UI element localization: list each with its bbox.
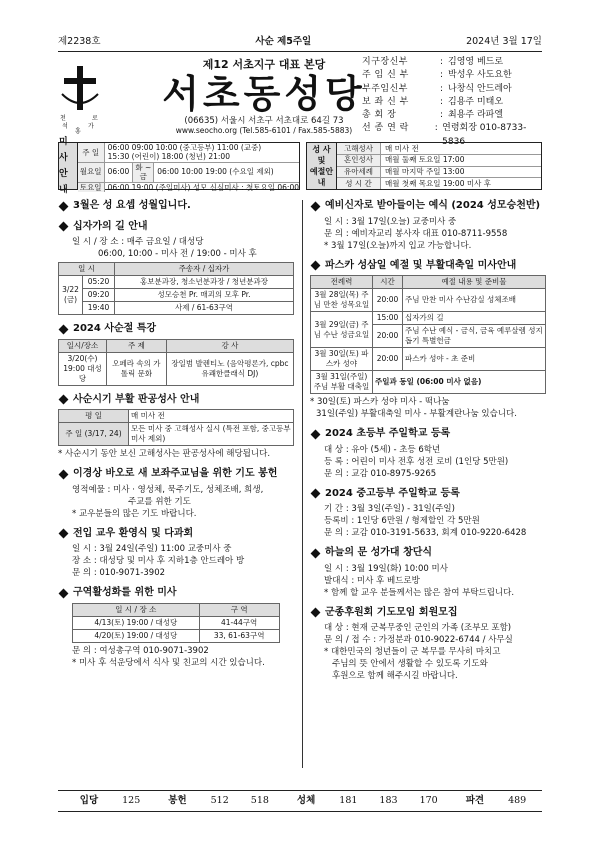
sacrament-schedule: 매월 둘째 토요일 17:00 (385, 155, 465, 165)
staff-row: 주 임 신 부 : 박성우 사도요한 (362, 69, 542, 82)
staff-row: 총 회 장 : 최용주 라파엘 (362, 109, 542, 122)
notice-lent-lecture: 2024 사순절 특강 일시/장소 주 제 강 사 3/20(수) 19:00 대성당 오페라 속의 가톨릭 문화 장일범 발렌티노 (음악평론가, cpbc 유쾌한클래식 DJ) (58, 323, 294, 386)
sub-title: 제12 서초지구 대표 본당 (202, 58, 326, 71)
notice-elementary-school: 2024 초등부 주일학교 등록 대 상 : 유아 (5세) - 초등 6학년 등 록 : 어린이 미사 전후 성전 로비 (1인당 5만원) 문 의 : 교감 010-8975-9265 (310, 428, 546, 480)
staff-list (362, 56, 542, 149)
communion-hymn-2: 183 (379, 795, 398, 807)
sacrament-info (306, 142, 542, 190)
diamond-bullet-icon (59, 324, 69, 334)
parish-logo (58, 64, 102, 134)
staff-role: 지구장신부 (362, 57, 408, 67)
sacrament-row (337, 167, 541, 179)
sacrament-schedule: 매월 마지막 주일 13:00 (385, 167, 465, 177)
staff-row: 선 종 연 락 : 연령회장 010-8733-5836 (362, 122, 542, 149)
sacrament-head: 성 사 및 예절안내 (307, 143, 337, 189)
stations-table: 일 시 주송자 / 십자가 3/22 (금) 05:20 홍보분과장, 청소년분과장 / 청년분과장 09:20 성모승천 Pr. 매괴의 모후 Pr. 19:40 사제 / 61-63구역 (58, 262, 294, 315)
notice-welcome: 전입 교우 환영식 및 다과회 일 시 : 3월 24일(주일) 11:00 교중미사 중 장 소 : 대성당 및 미사 후 지하1층 안드레아 방 문 의 : 010-9071-3902 (58, 528, 294, 580)
triduum-table: 전례력 시간 예절 내용 및 준비물 3월 28일(목) 주님 만찬 성목요일 20:00 주님 만찬 미사 수난감실 성체조배 3월 29일(금) 주님 수난 성금요일 15:00 십자가의 길 20:00 주님 수난 예식 - 금식, 금육 예루살렘 성지 돕기 특별헌금 3월 30일(토) 파스카 성야 20:00 파스카 성야 - 초 준비 3월 31일(주일) 주님 부활 대축일 주일과 동일 (06:00 미사 없음) (310, 275, 546, 394)
cross-logo-icon (58, 64, 102, 134)
notice-confession: 사순시기 부활 판공성사 안내 평 일 매 미사 전 주 일 (3/17, 24) 모든 미사 중 고해성사 실시 (특전 포함, 중고등부 미사 제외) * 사순시기 동안 보신 고해성사는 판공성사에 해당됩니다. (58, 394, 294, 461)
communion-hymn-1: 181 (339, 795, 358, 807)
mass-schedule (58, 137, 300, 195)
mass-row-saturday: 토요일 06:00 19:00 (주일미사) 성모 신심미사 : 첫토요일 06:00 (78, 183, 299, 192)
staff-name: 연령회장 010-8733-5836 (442, 123, 527, 147)
notice-catechumen-rite: 예비신자로 받아들이는 예식 (2024 성모승천반) 일 시 : 3월 17일(오늘) 교중미사 중 문 의 : 예비자교리 봉사자 대표 010-8711-9558 * 3월 17일(오늘)까지 입교 가능합니다. (310, 200, 546, 252)
notice-stations-of-cross: 십자가의 길 안내 일 시 / 장 소 : 매주 금요일 / 대성당 06:00, 10:00 - 미사 전 / 19:00 - 미사 후 일 시 주송자 / 십자가 3/22 (금) 05:20 홍보분과장, 청소년분과장 / 청년분과장 09:20 성모승천 Pr. 매괴의 모후 Pr. 19:40 사제 / 61-63구역 (58, 221, 294, 316)
staff-role: 총 회 장 (362, 110, 397, 121)
parish-contact: www.seocho.org (Tel.585-6101 / Fax.585-5883) (175, 126, 353, 136)
offertory-label: 봉헌 (168, 795, 187, 807)
notice-zone-mass: 구역활성화를 위한 미사 일 시 / 장 소 구 역 4/13(토) 19:00 / 대성당 41-44구역 4/20(토) 19:00 / 대성당 33, 61-63구역 문 의 : 여성총구역 010-9071-3902 * 미사 후 석운당에서 식사 및 친교의 시간 있습니다. (58, 587, 294, 669)
notice-youth-school: 2024 중고등부 주일학교 등록 기 간 : 3월 3일(주일) - 31일(주일) 등록비 : 1인당 6만원 / 형제할인 각 5만원 문 의 : 교감 010-3191-5633, 회계 010-9220-6428 (310, 488, 546, 540)
staff-row: 부주임신부 : 나창식 안드레아 (362, 83, 542, 96)
issue-number: 제2238호 (58, 36, 101, 47)
parish-title: 서초동성당 (162, 71, 366, 116)
confession-table: 평 일 매 미사 전 주 일 (3/17, 24) 모든 미사 중 고해성사 실시 (특전 포함, 중고등부 미사 제외) (58, 409, 294, 446)
zone-mass-table: 일 시 / 장 소 구 역 4/13(토) 19:00 / 대성당 41-44구역 4/20(토) 19:00 / 대성당 33, 61-63구역 (72, 603, 280, 643)
lecture-table: 일시/장소 주 제 강 사 3/20(수) 19:00 대성당 오페라 속의 가톨릭 문화 장일범 발렌티노 (음악평론가, cpbc 유쾌한클래식 DJ) (58, 339, 294, 386)
right-column (310, 200, 546, 690)
svg-text:천: 천 (60, 115, 66, 122)
header (58, 54, 542, 147)
title-block (144, 58, 384, 136)
diamond-bullet-icon (59, 469, 69, 479)
staff-name: 김영영 베드로 (448, 57, 504, 67)
svg-text:로: 로 (92, 115, 98, 122)
liturgical-week: 사순 제5주일 (255, 36, 312, 47)
staff-role: 보 좌 신 부 (362, 96, 409, 107)
notice-joseph-month: 3월은 성 요셉 성월입니다. (58, 200, 294, 213)
sacrament-name: 고해성사 (337, 143, 381, 154)
dismissal-label: 파견 (465, 795, 485, 807)
notice-bishop-prayer: 이경상 바오로 새 보좌주교님을 위한 기도 봉헌 영적예물 : 미사 · 영성체, 묵주기도, 성체조배, 희생, 주교를 위한 기도 * 교우분들의 많은 기도 바랍니다. (58, 468, 294, 520)
diamond-bullet-icon (311, 261, 321, 271)
diamond-bullet-icon (311, 489, 321, 499)
sacrament-name: 유아세례 (337, 167, 381, 178)
parish-address: (06635) 서울시 서초구 서초대로 64길 73 (184, 115, 344, 126)
staff-row: 지구장신부 : 김영영 베드로 (362, 56, 542, 69)
entrance-hymn: 125 (122, 795, 141, 807)
top-bar (58, 36, 542, 50)
diamond-bullet-icon (59, 201, 69, 211)
staff-name: 김용주 미태오 (448, 96, 504, 107)
entrance-label: 입당 (79, 795, 99, 807)
diamond-bullet-icon (59, 222, 69, 232)
diamond-bullet-icon (311, 201, 321, 211)
staff-role: 주 임 신 부 (362, 70, 409, 81)
notice-easter-triduum: 파스카 성삼일 예절 및 부활대축일 미사안내 전례력 시간 예절 내용 및 준비물 3월 28일(목) 주님 만찬 성목요일 20:00 주님 만찬 미사 수난감실 성체조배 3월 29일(금) 주님 수난 성금요일 15:00 십자가의 길 20:00 주님 수난 예식 - 금식, 금육 예루살렘 성지 돕기 특별헌금 3월 30일(토) 파스카 성야 20:00 파스카 성야 - 초 준비 3월 31일(주일) 주님 부활 대축일 주일과 동일 (06:00 미사 없음) * 30일(토) 파스카 성야 미사 - 떡나눔 31일(주일) 부활대축일 미사 - 부활계란나눔 있습니다. (310, 260, 546, 421)
offertory-hymn-1: 512 (210, 795, 229, 807)
staff-row: 보 좌 신 부 : 김용주 미태오 (362, 96, 542, 109)
notice-choir: 하늘의 문 성가대 창단식 일 시 : 3월 19일(화) 10:00 미사 발대식 : 미사 후 베드로방 * 함께 할 교우 분들께서는 많은 참여 부탁드립니다. (310, 547, 546, 599)
diamond-bullet-icon (311, 429, 321, 439)
staff-name: 박성우 사도요한 (448, 70, 512, 81)
sacrament-name: 혼인성사 (337, 155, 381, 166)
svg-text:흥: 흥 (75, 128, 81, 134)
left-column (58, 200, 294, 677)
column-divider (302, 200, 303, 768)
sacrament-row (337, 155, 541, 167)
dismissal-hymn: 489 (508, 795, 527, 807)
diamond-bullet-icon (59, 588, 69, 598)
mass-row-sunday: 주 일 06:00 09:00 10:00 (중고등부) 11:00 (교중) 15:30 (어린이) 18:00 (청년) 21:00 (78, 143, 299, 163)
hymn-numbers-footer (58, 790, 542, 812)
sacrament-row (337, 143, 541, 155)
sacrament-schedule: 매월 첫째 목요일 19:00 미사 후 (385, 178, 491, 188)
sacrament-name: 성 시 간 (337, 178, 381, 189)
svg-text:가: 가 (88, 123, 94, 130)
sacrament-schedule: 매 미사 전 (385, 143, 419, 153)
mass-row-weekday: 월요일 06:00 화 ~ 금 06:00 10:00 19:00 (수요일 제외) (78, 163, 299, 183)
communion-hymn-3: 170 (419, 795, 438, 807)
svg-text:석: 석 (62, 123, 68, 130)
offertory-hymn-2: 518 (250, 795, 269, 807)
notice-military-support: 군종후원회 기도모임 회원모집 대 상 : 현재 군복무중인 군인의 가족 (조부모 포함) 문 의 / 접 수 : 가정분과 010-9022-6744 / 사무실 * 대한민국의 청년들이 군 복무를 무사히 마치고 주님의 뜻 안에서 생활할 수 있도록 기도와 후원으로 함께 해주시길 바랍니다. (310, 607, 546, 683)
staff-name: 최용주 라파엘 (448, 110, 504, 121)
diamond-bullet-icon (311, 608, 321, 618)
diamond-bullet-icon (311, 548, 321, 558)
staff-role: 부주임신부 (362, 83, 408, 94)
mass-schedule-head: 미 사 안 내 (59, 143, 78, 189)
diamond-bullet-icon (59, 529, 69, 539)
staff-name: 나창식 안드레아 (448, 83, 512, 94)
communion-label: 성체 (296, 795, 316, 807)
diamond-bullet-icon (59, 395, 69, 405)
staff-role: 선 종 연 락 (362, 123, 409, 134)
top-rule (58, 51, 542, 52)
issue-date: 2024년 3월 17일 (466, 36, 542, 47)
sacrament-row (337, 178, 541, 189)
